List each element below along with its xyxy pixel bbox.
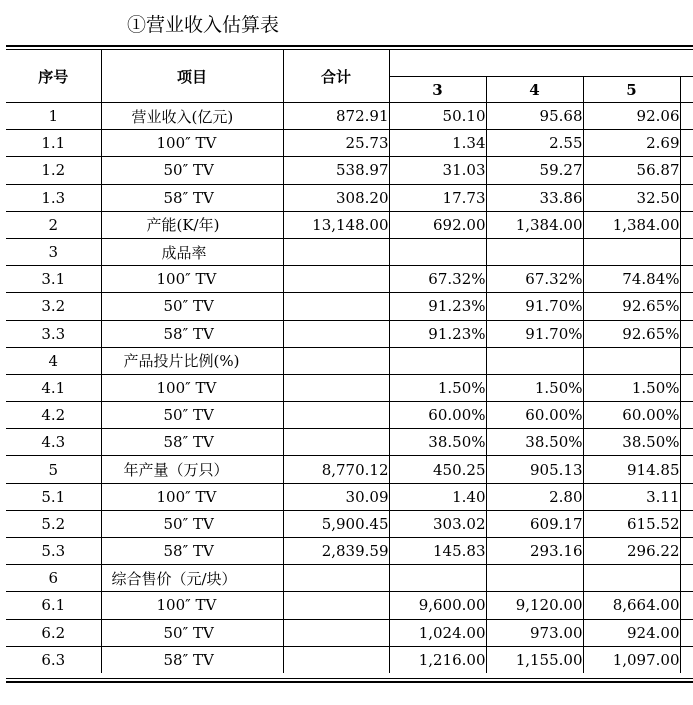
cell-item: 58″ TV xyxy=(101,320,283,347)
cell-year-3: 38.50% xyxy=(389,429,486,456)
header-year-group xyxy=(389,50,693,77)
table-row xyxy=(6,402,693,429)
cell-no: 5 xyxy=(6,456,101,483)
cell-total xyxy=(283,429,389,456)
table-title: ①营业收入估算表 xyxy=(127,14,280,36)
table-row xyxy=(6,374,693,401)
cell-year-3: 50.10 xyxy=(389,103,486,130)
cell-year-3: 91.23% xyxy=(389,320,486,347)
cell-total: 308.20 xyxy=(283,184,389,211)
cell-year-3: 1,216.00 xyxy=(389,646,486,673)
cell-overflow xyxy=(680,374,693,401)
cell-item: 58″ TV xyxy=(101,429,283,456)
cell-year-3: 17.73 xyxy=(389,184,486,211)
cell-overflow xyxy=(680,510,693,537)
cell-overflow xyxy=(680,293,693,320)
cell-year-4: 1,155.00 xyxy=(486,646,583,673)
cell-total: 13,148.00 xyxy=(283,211,389,238)
cell-year-5: 56.87 xyxy=(583,157,680,184)
cell-year-3: 1.34 xyxy=(389,130,486,157)
cell-total xyxy=(283,619,389,646)
cell-total xyxy=(283,347,389,374)
cell-item: 58″ TV xyxy=(101,646,283,673)
cell-year-4: 2.55 xyxy=(486,130,583,157)
cell-year-4: 609.17 xyxy=(486,510,583,537)
cell-total xyxy=(283,374,389,401)
cell-year-5: 32.50 xyxy=(583,184,680,211)
table-row xyxy=(6,130,693,157)
cell-total: 2,839.59 xyxy=(283,538,389,565)
cell-year-4: 1.50% xyxy=(486,374,583,401)
cell-no: 3.3 xyxy=(6,320,101,347)
cell-year-3: 60.00% xyxy=(389,402,486,429)
cell-overflow xyxy=(680,103,693,130)
table-row xyxy=(6,103,693,130)
cell-year-3: 1.40 xyxy=(389,483,486,510)
cell-no: 2 xyxy=(6,211,101,238)
cell-year-5: 1,384.00 xyxy=(583,211,680,238)
cell-item: 产品投片比例(%) xyxy=(101,347,283,374)
cell-item: 58″ TV xyxy=(101,538,283,565)
cell-total xyxy=(283,266,389,293)
table-row xyxy=(6,211,693,238)
cell-no: 1.1 xyxy=(6,130,101,157)
cell-overflow xyxy=(680,429,693,456)
cell-total: 538.97 xyxy=(283,157,389,184)
header-year: 3 xyxy=(389,77,486,103)
bottom-rule-thick xyxy=(6,681,693,683)
cell-no: 1.2 xyxy=(6,157,101,184)
cell-year-3 xyxy=(389,565,486,592)
cell-overflow xyxy=(680,130,693,157)
cell-year-5: 1.50% xyxy=(583,374,680,401)
cell-year-4 xyxy=(486,347,583,374)
table-row xyxy=(6,347,693,374)
cell-overflow xyxy=(680,157,693,184)
table-row xyxy=(6,266,693,293)
cell-no: 4.1 xyxy=(6,374,101,401)
table-row xyxy=(6,238,693,265)
cell-item: 营业收入(亿元) xyxy=(101,103,283,130)
table-row xyxy=(6,429,693,456)
cell-year-4: 67.32% xyxy=(486,266,583,293)
cell-year-5: 92.65% xyxy=(583,320,680,347)
cell-year-3: 91.23% xyxy=(389,293,486,320)
cell-year-3: 9,600.00 xyxy=(389,592,486,619)
cell-total xyxy=(283,293,389,320)
cell-year-4: 38.50% xyxy=(486,429,583,456)
cell-no: 6.3 xyxy=(6,646,101,673)
cell-year-5: 924.00 xyxy=(583,619,680,646)
cell-year-5: 8,664.00 xyxy=(583,592,680,619)
cell-year-5: 2.69 xyxy=(583,130,680,157)
header-year-overflow xyxy=(680,77,693,103)
table-row xyxy=(6,483,693,510)
cell-year-4: 293.16 xyxy=(486,538,583,565)
cell-total: 5,900.45 xyxy=(283,510,389,537)
cell-year-3: 67.32% xyxy=(389,266,486,293)
cell-year-4 xyxy=(486,238,583,265)
table-body xyxy=(6,103,693,673)
cell-overflow xyxy=(680,402,693,429)
cell-overflow xyxy=(680,619,693,646)
cell-year-5 xyxy=(583,565,680,592)
table-row xyxy=(6,510,693,537)
cell-no: 1 xyxy=(6,103,101,130)
cell-year-5: 74.84% xyxy=(583,266,680,293)
cell-year-4 xyxy=(486,565,583,592)
cell-total xyxy=(283,592,389,619)
table-row xyxy=(6,592,693,619)
cell-no: 4 xyxy=(6,347,101,374)
cell-year-3: 450.25 xyxy=(389,456,486,483)
cell-year-4: 33.86 xyxy=(486,184,583,211)
cell-overflow xyxy=(680,266,693,293)
top-rule-thick xyxy=(6,45,693,47)
cell-no: 3.1 xyxy=(6,266,101,293)
cell-year-5: 92.06 xyxy=(583,103,680,130)
cell-year-5: 615.52 xyxy=(583,510,680,537)
cell-year-3: 145.83 xyxy=(389,538,486,565)
cell-no: 6 xyxy=(6,565,101,592)
cell-overflow xyxy=(680,456,693,483)
cell-total: 25.73 xyxy=(283,130,389,157)
cell-year-4: 9,120.00 xyxy=(486,592,583,619)
cell-overflow xyxy=(680,565,693,592)
cell-overflow xyxy=(680,592,693,619)
cell-year-3 xyxy=(389,347,486,374)
header-item: 项目 xyxy=(101,50,283,103)
cell-no: 4.3 xyxy=(6,429,101,456)
cell-item: 50″ TV xyxy=(101,293,283,320)
cell-year-4: 1,384.00 xyxy=(486,211,583,238)
bottom-rule-thin xyxy=(6,678,693,679)
cell-year-5: 296.22 xyxy=(583,538,680,565)
cell-no: 3 xyxy=(6,238,101,265)
cell-overflow xyxy=(680,320,693,347)
cell-item: 100″ TV xyxy=(101,130,283,157)
table-row xyxy=(6,565,693,592)
table-row xyxy=(6,456,693,483)
cell-overflow xyxy=(680,538,693,565)
cell-total xyxy=(283,565,389,592)
table-row xyxy=(6,619,693,646)
header-year: 5 xyxy=(583,77,680,103)
cell-year-5: 38.50% xyxy=(583,429,680,456)
cell-total xyxy=(283,646,389,673)
cell-item: 产能(K/年) xyxy=(101,211,283,238)
header-no: 序号 xyxy=(6,50,101,103)
cell-year-4: 59.27 xyxy=(486,157,583,184)
cell-total xyxy=(283,238,389,265)
cell-item: 100″ TV xyxy=(101,374,283,401)
cell-year-4: 60.00% xyxy=(486,402,583,429)
cell-year-4: 91.70% xyxy=(486,320,583,347)
cell-year-4: 2.80 xyxy=(486,483,583,510)
cell-year-4: 91.70% xyxy=(486,293,583,320)
cell-item: 综合售价（元/块） xyxy=(101,565,283,592)
cell-overflow xyxy=(680,483,693,510)
cell-total: 30.09 xyxy=(283,483,389,510)
table-row xyxy=(6,157,693,184)
cell-year-4: 973.00 xyxy=(486,619,583,646)
cell-item: 100″ TV xyxy=(101,592,283,619)
cell-year-5: 914.85 xyxy=(583,456,680,483)
cell-no: 5.1 xyxy=(6,483,101,510)
cell-item: 50″ TV xyxy=(101,402,283,429)
cell-no: 4.2 xyxy=(6,402,101,429)
cell-item: 100″ TV xyxy=(101,266,283,293)
cell-year-3: 692.00 xyxy=(389,211,486,238)
cell-year-3 xyxy=(389,238,486,265)
cell-overflow xyxy=(680,184,693,211)
cell-item: 50″ TV xyxy=(101,157,283,184)
cell-year-5 xyxy=(583,238,680,265)
cell-year-4: 95.68 xyxy=(486,103,583,130)
cell-total: 8,770.12 xyxy=(283,456,389,483)
revenue-estimate-table xyxy=(6,50,693,673)
cell-year-5: 60.00% xyxy=(583,402,680,429)
cell-no: 1.3 xyxy=(6,184,101,211)
cell-overflow xyxy=(680,211,693,238)
cell-year-3: 1.50% xyxy=(389,374,486,401)
cell-total: 872.91 xyxy=(283,103,389,130)
cell-no: 5.2 xyxy=(6,510,101,537)
cell-year-5 xyxy=(583,347,680,374)
cell-overflow xyxy=(680,347,693,374)
cell-no: 6.1 xyxy=(6,592,101,619)
cell-item: 100″ TV xyxy=(101,483,283,510)
header-year: 4 xyxy=(486,77,583,103)
cell-year-3: 1,024.00 xyxy=(389,619,486,646)
cell-year-3: 31.03 xyxy=(389,157,486,184)
cell-overflow xyxy=(680,238,693,265)
table-row xyxy=(6,320,693,347)
cell-item: 年产量（万只） xyxy=(101,456,283,483)
cell-year-5: 3.11 xyxy=(583,483,680,510)
table-row xyxy=(6,293,693,320)
cell-no: 5.3 xyxy=(6,538,101,565)
header-total: 合计 xyxy=(283,50,389,103)
cell-total xyxy=(283,402,389,429)
cell-year-5: 92.65% xyxy=(583,293,680,320)
cell-item: 50″ TV xyxy=(101,510,283,537)
cell-year-5: 1,097.00 xyxy=(583,646,680,673)
cell-item: 成品率 xyxy=(101,238,283,265)
table-row xyxy=(6,646,693,673)
cell-no: 6.2 xyxy=(6,619,101,646)
cell-no: 3.2 xyxy=(6,293,101,320)
cell-year-3: 303.02 xyxy=(389,510,486,537)
cell-total xyxy=(283,320,389,347)
table-row xyxy=(6,184,693,211)
table-row xyxy=(6,538,693,565)
cell-item: 58″ TV xyxy=(101,184,283,211)
cell-overflow xyxy=(680,646,693,673)
cell-item: 50″ TV xyxy=(101,619,283,646)
cell-year-4: 905.13 xyxy=(486,456,583,483)
